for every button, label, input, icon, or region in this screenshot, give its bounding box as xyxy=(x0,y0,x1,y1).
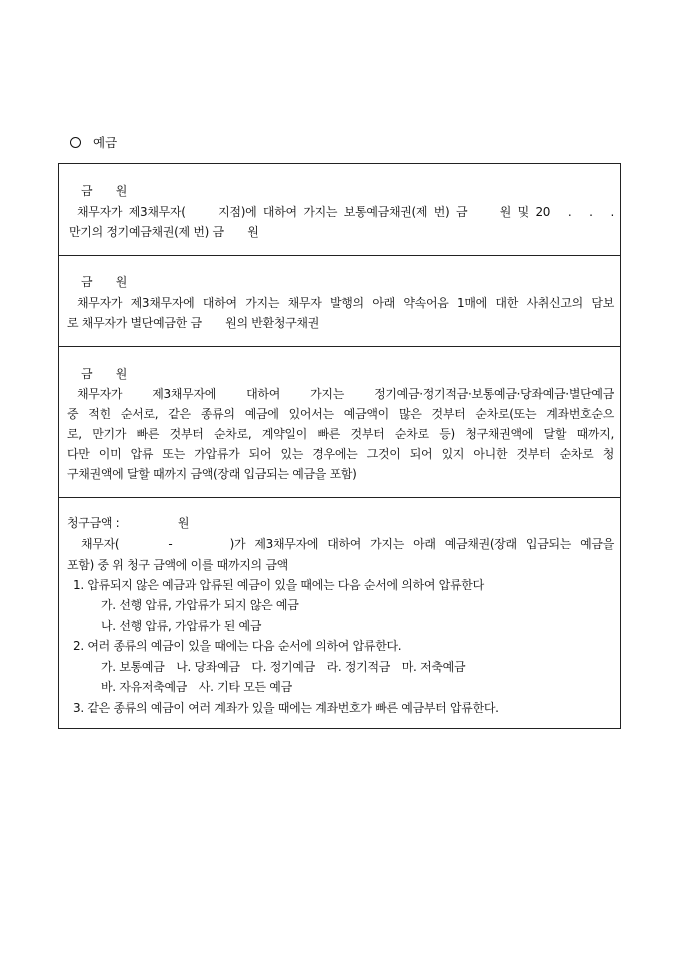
text-line: 채무자( - )가 제3채무자에 대하여 가지는 아래 예금채권(장래 입금되는 예금을 xyxy=(81,537,614,551)
section-claim-amount xyxy=(59,497,620,728)
section-special-deposit xyxy=(59,255,620,346)
list-subitem: 가. 선행 압류, 가압류가 되지 않은 예금 xyxy=(101,598,299,612)
text-line: 구채권액에 달할 때까지 금액(장래 입금되는 예금을 포함) xyxy=(67,467,357,481)
text-line: 채무자가 제3채무자에 대하여 가지는 채무자 발행의 아래 약속어음 1매에 대한 사취신고의 담보 xyxy=(77,296,614,310)
list-subitem: 나. 선행 압류, 가압류가 된 예금 xyxy=(101,619,262,633)
section-ordinary-deposit xyxy=(59,164,620,255)
text-line: 채무자가 제3채무자에 대하여 가지는 정기예금·정기적금·보통예금·당좌예금·별단예금 xyxy=(77,387,614,401)
circle-bullet-icon xyxy=(70,137,81,148)
text-line: 중 적힌 순서로, 같은 종류의 예금에 있어서는 예금액이 많은 것부터 순차로(또는 계좌번호순으 xyxy=(67,407,614,421)
amount-line: 금 원 xyxy=(81,275,127,289)
heading-label: 예금 xyxy=(93,135,118,150)
text-line: 로, 만기가 빠른 것부터 순차로, 계약일이 빠른 것부터 순차로 등) 청구채권액에 달할 때까지, xyxy=(67,427,614,441)
list-subitem: 가. 보통예금 나. 당좌예금 다. 정기예금 라. 정기적금 마. 저축예금 xyxy=(101,660,466,674)
text-line: 만기의 정기예금채권(제 번) 금 원 xyxy=(69,225,259,239)
text-line: 다만 이미 압류 또는 가압류가 되어 있는 경우에는 그것이 되어 있지 아니한 것부터 순차로 청 xyxy=(67,447,614,461)
text-line: 로 채무자가 별단예금한 금 원의 반환청구채권 xyxy=(67,316,320,330)
list-subitem: 바. 자유저축예금 사. 기타 모든 예금 xyxy=(101,680,292,694)
section-various-deposits xyxy=(59,346,620,497)
deposit-table xyxy=(58,163,621,729)
claim-amount-line: 청구금액 : 원 xyxy=(67,516,190,530)
list-item: 3. 같은 종류의 예금이 여러 계좌가 있을 때에는 계좌번호가 빠른 예금부터 압류한다. xyxy=(73,701,499,715)
list-item: 1. 압류되지 않은 예금과 압류된 예금이 있을 때에는 다음 순서에 의하여 압류한다 xyxy=(73,578,484,592)
text-line: 채무자가 제3채무자( 지점)에 대하여 가지는 보통예금채권(제 번) 금 원 및 20 . . . xyxy=(77,205,614,219)
amount-line: 금 원 xyxy=(81,184,127,198)
text-line: 포함) 중 위 청구 금액에 이를 때까지의 금액 xyxy=(67,558,288,572)
amount-line: 금 원 xyxy=(81,367,127,381)
list-item: 2. 여러 종류의 예금이 있을 때에는 다음 순서에 의하여 압류한다. xyxy=(73,639,402,653)
section-heading xyxy=(70,133,117,151)
